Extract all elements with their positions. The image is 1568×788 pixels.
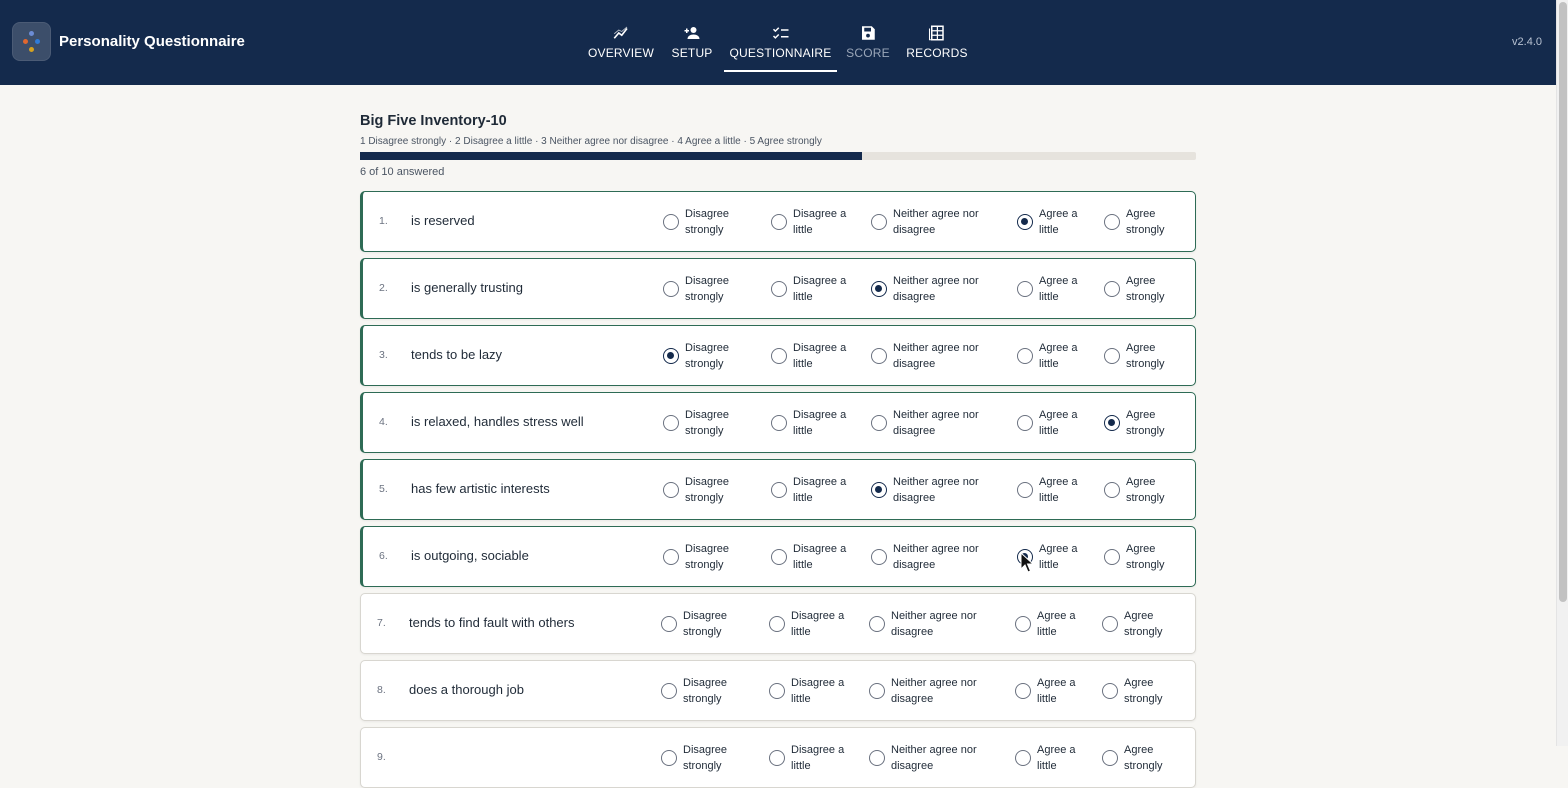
option-label: Agree a little [1039,342,1078,370]
option-label: Disagree a little [793,409,847,437]
radio-button[interactable] [1102,616,1118,632]
radio-button[interactable] [663,348,679,364]
answer-option[interactable] [1015,608,1076,640]
question-text: is relaxed, handles stress well [411,414,584,429]
radio-button[interactable] [871,549,887,565]
option-label: Agree a little [1039,275,1078,303]
nav-tab-label: SCORE [846,46,890,60]
answer-option[interactable] [661,608,727,640]
question-number: 2. [379,282,388,294]
answer-option[interactable] [663,340,729,372]
option-label: Agree strongly [1126,342,1165,370]
answer-option[interactable] [661,675,727,707]
answered-count: 6 of 10 answered [360,166,445,178]
answer-option[interactable] [663,407,729,439]
answer-option[interactable] [871,407,979,439]
answer-option[interactable] [1104,474,1165,506]
answer-option[interactable] [869,675,977,707]
questionnaire-header [360,113,1196,178]
nav-tab-setup[interactable] [672,0,712,85]
checklist-icon [772,24,790,42]
answer-option[interactable] [1017,474,1078,506]
scale-legend: 1 Disagree strongly · 2 Disagree a little · 3 Neither agree nor disagree · 4 Agree a little · 5 Agree strongly [360,136,822,147]
option-label: Agree a little [1039,476,1078,504]
radio-button[interactable] [1104,348,1120,364]
option-label: Agree strongly [1124,677,1163,705]
option-label: Disagree strongly [685,275,730,303]
option-label: Disagree strongly [685,543,730,571]
question-text: is outgoing, sociable [411,548,529,563]
option-label: Agree strongly [1124,610,1163,638]
option-label: Disagree strongly [683,610,728,638]
option-label: Disagree a little [793,208,847,236]
answer-option[interactable] [1102,675,1163,707]
option-label: Neither agree nor disagree [893,409,979,437]
radio-button[interactable] [871,348,887,364]
nav-tab-label: OVERVIEW [587,46,655,60]
option-label: Disagree strongly [683,744,728,772]
trend-chart-icon [612,24,630,42]
question-row [360,459,1196,520]
question-number: 8. [377,684,386,696]
answer-option[interactable] [1017,407,1078,439]
radio-button[interactable] [1017,415,1033,431]
version-label: v2.4.0 [1512,36,1542,48]
option-label: Disagree strongly [683,677,728,705]
question-row [360,325,1196,386]
top-app-bar [0,0,1556,85]
answer-option[interactable] [771,273,846,305]
answer-option[interactable] [871,541,979,573]
answer-option[interactable] [769,742,844,774]
option-label: Disagree a little [793,275,847,303]
option-label: Disagree a little [793,342,847,370]
option-label: Disagree a little [791,677,845,705]
radio-button[interactable] [771,281,787,297]
answer-option[interactable] [1017,206,1078,238]
answer-option[interactable] [1015,675,1076,707]
option-label: Agree a little [1039,208,1078,236]
answer-option[interactable] [871,206,979,238]
option-label: Neither agree nor disagree [891,677,977,705]
radio-button[interactable] [869,750,885,766]
answer-option[interactable] [1102,608,1163,640]
radio-button[interactable] [663,482,679,498]
option-label: Neither agree nor disagree [893,342,979,370]
nav-tab-label: QUESTIONNAIRE [729,46,832,60]
answer-option[interactable] [1017,340,1078,372]
radio-button[interactable] [1104,482,1120,498]
radio-button[interactable] [771,549,787,565]
radio-button[interactable] [1015,683,1031,699]
option-label: Agree a little [1037,610,1076,638]
answer-option[interactable] [869,608,977,640]
answer-option[interactable] [1104,541,1165,573]
answer-option[interactable] [663,273,729,305]
radio-button[interactable] [771,214,787,230]
answer-option[interactable] [663,541,729,573]
radio-button[interactable] [661,750,677,766]
option-label: Disagree strongly [685,208,730,236]
question-number: 5. [379,483,388,495]
page-scrollbar[interactable] [1556,0,1568,746]
answer-option[interactable] [871,273,979,305]
radio-button[interactable] [871,415,887,431]
option-label: Agree a little [1037,677,1076,705]
option-label: Disagree strongly [685,409,730,437]
radio-button[interactable] [1017,482,1033,498]
option-label: Agree a little [1039,543,1078,571]
answer-option[interactable] [1102,742,1163,774]
option-label: Neither agree nor disagree [893,208,979,236]
radio-button[interactable] [1104,549,1120,565]
answer-option[interactable] [1104,340,1165,372]
radio-button[interactable] [661,616,677,632]
nav-tab-score[interactable] [848,0,888,85]
app-title: Personality Questionnaire [59,33,245,50]
question-number: 3. [379,349,388,361]
radio-button[interactable] [871,214,887,230]
radio-button[interactable] [1017,214,1033,230]
question-text: has few artistic interests [411,481,550,496]
option-label: Agree strongly [1124,744,1163,772]
radio-button[interactable] [771,415,787,431]
progress-fill [360,152,862,160]
option-label: Agree a little [1037,744,1076,772]
question-row [360,727,1196,788]
question-row [360,258,1196,319]
radio-button[interactable] [1102,683,1118,699]
table-icon [928,24,946,42]
app-logo-icon [12,22,51,61]
option-label: Agree strongly [1126,476,1165,504]
save-icon [859,24,877,42]
answer-option[interactable] [661,742,727,774]
answer-option[interactable] [663,474,729,506]
answer-option[interactable] [663,206,729,238]
radio-button[interactable] [663,415,679,431]
answer-option[interactable] [771,474,846,506]
question-number: 4. [379,416,388,428]
option-label: Agree a little [1039,409,1078,437]
radio-button[interactable] [1015,750,1031,766]
radio-button[interactable] [869,616,885,632]
radio-button[interactable] [1104,415,1120,431]
option-label: Neither agree nor disagree [893,476,979,504]
radio-button[interactable] [663,281,679,297]
answer-option[interactable] [869,742,977,774]
question-text: does a thorough job [409,682,524,697]
option-label: Neither agree nor disagree [893,543,979,571]
answer-option[interactable] [1104,206,1165,238]
question-row [360,660,1196,721]
question-text: tends to find fault with others [409,615,575,630]
question-number: 1. [379,215,388,227]
question-number: 6. [379,550,388,562]
option-label: Disagree strongly [685,342,730,370]
radio-button[interactable] [1104,281,1120,297]
radio-button[interactable] [1104,214,1120,230]
question-number: 7. [377,617,386,629]
question-text: is generally trusting [411,280,523,295]
question-row [360,593,1196,654]
answer-option[interactable] [1104,407,1165,439]
question-text: tends to be lazy [411,347,503,362]
nav-tab-questionnaire[interactable] [724,0,837,85]
page-title: Big Five Inventory-10 [360,113,507,129]
answer-option[interactable] [1015,742,1076,774]
option-label: Agree strongly [1126,275,1165,303]
option-label: Neither agree nor disagree [891,744,977,772]
radio-button[interactable] [769,750,785,766]
answer-option[interactable] [1017,273,1078,305]
option-label: Neither agree nor disagree [891,610,977,638]
option-label: Disagree a little [791,610,845,638]
answer-option[interactable] [1104,273,1165,305]
answer-option[interactable] [771,541,846,573]
radio-button[interactable] [871,482,887,498]
option-label: Disagree a little [793,543,847,571]
radio-button[interactable] [869,683,885,699]
answer-option[interactable] [871,340,979,372]
radio-button[interactable] [1102,750,1118,766]
radio-button[interactable] [661,683,677,699]
option-label: Agree strongly [1126,409,1165,437]
nav-tab-label: RECORDS [906,46,968,60]
question-row [360,392,1196,453]
answer-option[interactable] [771,407,846,439]
question-number: 9. [377,751,386,763]
progress-bar [360,152,1196,160]
option-label: Disagree a little [791,744,845,772]
radio-button[interactable] [663,549,679,565]
answer-option[interactable] [771,340,846,372]
mouse-cursor-icon [1020,552,1034,574]
answer-option[interactable] [871,474,979,506]
radio-button[interactable] [771,482,787,498]
option-label: Disagree a little [793,476,847,504]
radio-button[interactable] [663,214,679,230]
answer-option[interactable] [769,675,844,707]
radio-button[interactable] [871,281,887,297]
question-row [360,191,1196,252]
option-label: Agree strongly [1126,208,1165,236]
answer-option[interactable] [769,608,844,640]
option-label: Agree strongly [1126,543,1165,571]
nav-tab-overview[interactable] [587,0,655,85]
nav-tab-label: SETUP [671,46,713,60]
answer-option[interactable] [771,206,846,238]
question-text: is reserved [411,213,475,228]
radio-button[interactable] [769,616,785,632]
scrollbar-thumb[interactable] [1559,2,1567,602]
person-add-icon [683,24,701,42]
radio-button[interactable] [769,683,785,699]
option-label: Disagree strongly [685,476,730,504]
radio-button[interactable] [1017,281,1033,297]
nav-tab-records[interactable] [906,0,968,85]
radio-button[interactable] [771,348,787,364]
question-row [360,526,1196,587]
radio-button[interactable] [1017,348,1033,364]
option-label: Neither agree nor disagree [893,275,979,303]
radio-button[interactable] [1015,616,1031,632]
